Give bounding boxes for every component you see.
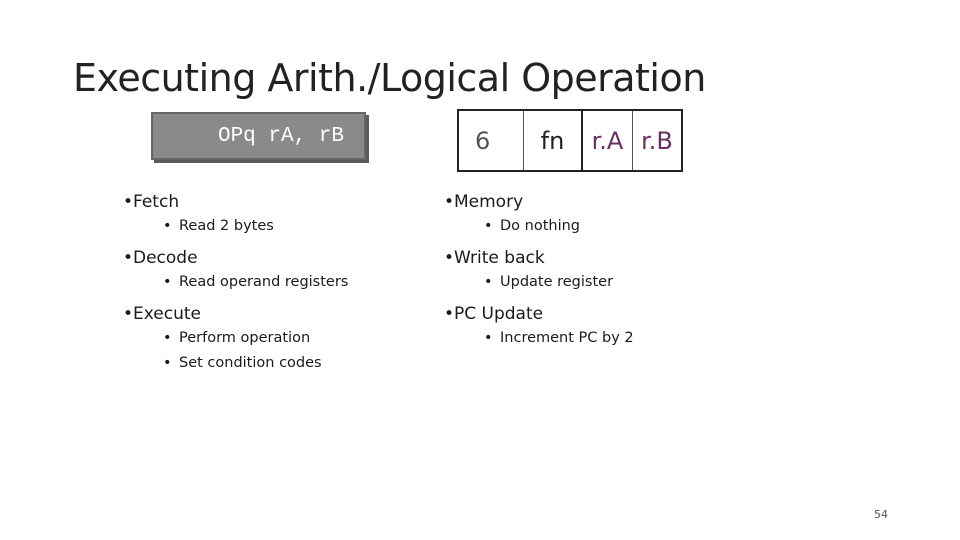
instruction-box (151, 112, 366, 160)
bullet: • (163, 218, 172, 234)
stage-detail (484, 326, 634, 351)
detail-label: Set condition codes (179, 355, 322, 371)
fn-field: fn (523, 111, 581, 170)
detail-label: Do nothing (500, 218, 581, 234)
stage-label: PC Update (454, 304, 544, 324)
detail-label: Increment PC by 2 (500, 330, 634, 346)
stage-label: Write back (454, 248, 545, 268)
page-number: 54 (874, 508, 888, 521)
bullet: • (444, 304, 455, 324)
rb-field: r.B (632, 111, 681, 170)
stage-execute (123, 302, 348, 326)
stage-label: Fetch (133, 192, 180, 212)
ra-field: r.A (581, 111, 632, 170)
stage-pc-update (444, 302, 634, 326)
stage-detail (163, 270, 348, 295)
bullet: • (123, 248, 134, 268)
stage-decode (123, 246, 348, 270)
bullet: • (163, 330, 172, 346)
stage-detail (163, 214, 348, 239)
stage-label: Memory (454, 192, 524, 212)
stage-detail (484, 214, 634, 239)
stage-detail (163, 326, 348, 351)
stage-memory (444, 190, 634, 214)
stage-detail (163, 351, 348, 376)
detail-label: Read operand registers (179, 274, 349, 290)
bullet: • (163, 274, 172, 290)
bullet: • (123, 192, 134, 212)
bullet: • (484, 330, 493, 346)
detail-label: Read 2 bytes (179, 218, 274, 234)
stage-write-back (444, 246, 634, 270)
bullet: • (444, 248, 455, 268)
bullet: • (444, 192, 455, 212)
slide-title: Executing Arith./Logical Operation (73, 56, 706, 100)
bullet: • (484, 274, 493, 290)
instruction-encoding (457, 109, 683, 172)
detail-label: Perform operation (179, 330, 311, 346)
icode-field: 6 (475, 126, 491, 155)
stage-list-left (123, 190, 348, 376)
instruction-text: OPq rA, rB (217, 124, 344, 148)
bullet: • (163, 355, 172, 371)
stage-list-right (444, 190, 634, 351)
bullet: • (484, 218, 493, 234)
stage-label: Decode (133, 248, 198, 268)
stage-detail (484, 270, 634, 295)
bullet: • (123, 304, 134, 324)
detail-label: Update register (500, 274, 614, 290)
stage-fetch (123, 190, 348, 214)
stage-label: Execute (133, 304, 201, 324)
